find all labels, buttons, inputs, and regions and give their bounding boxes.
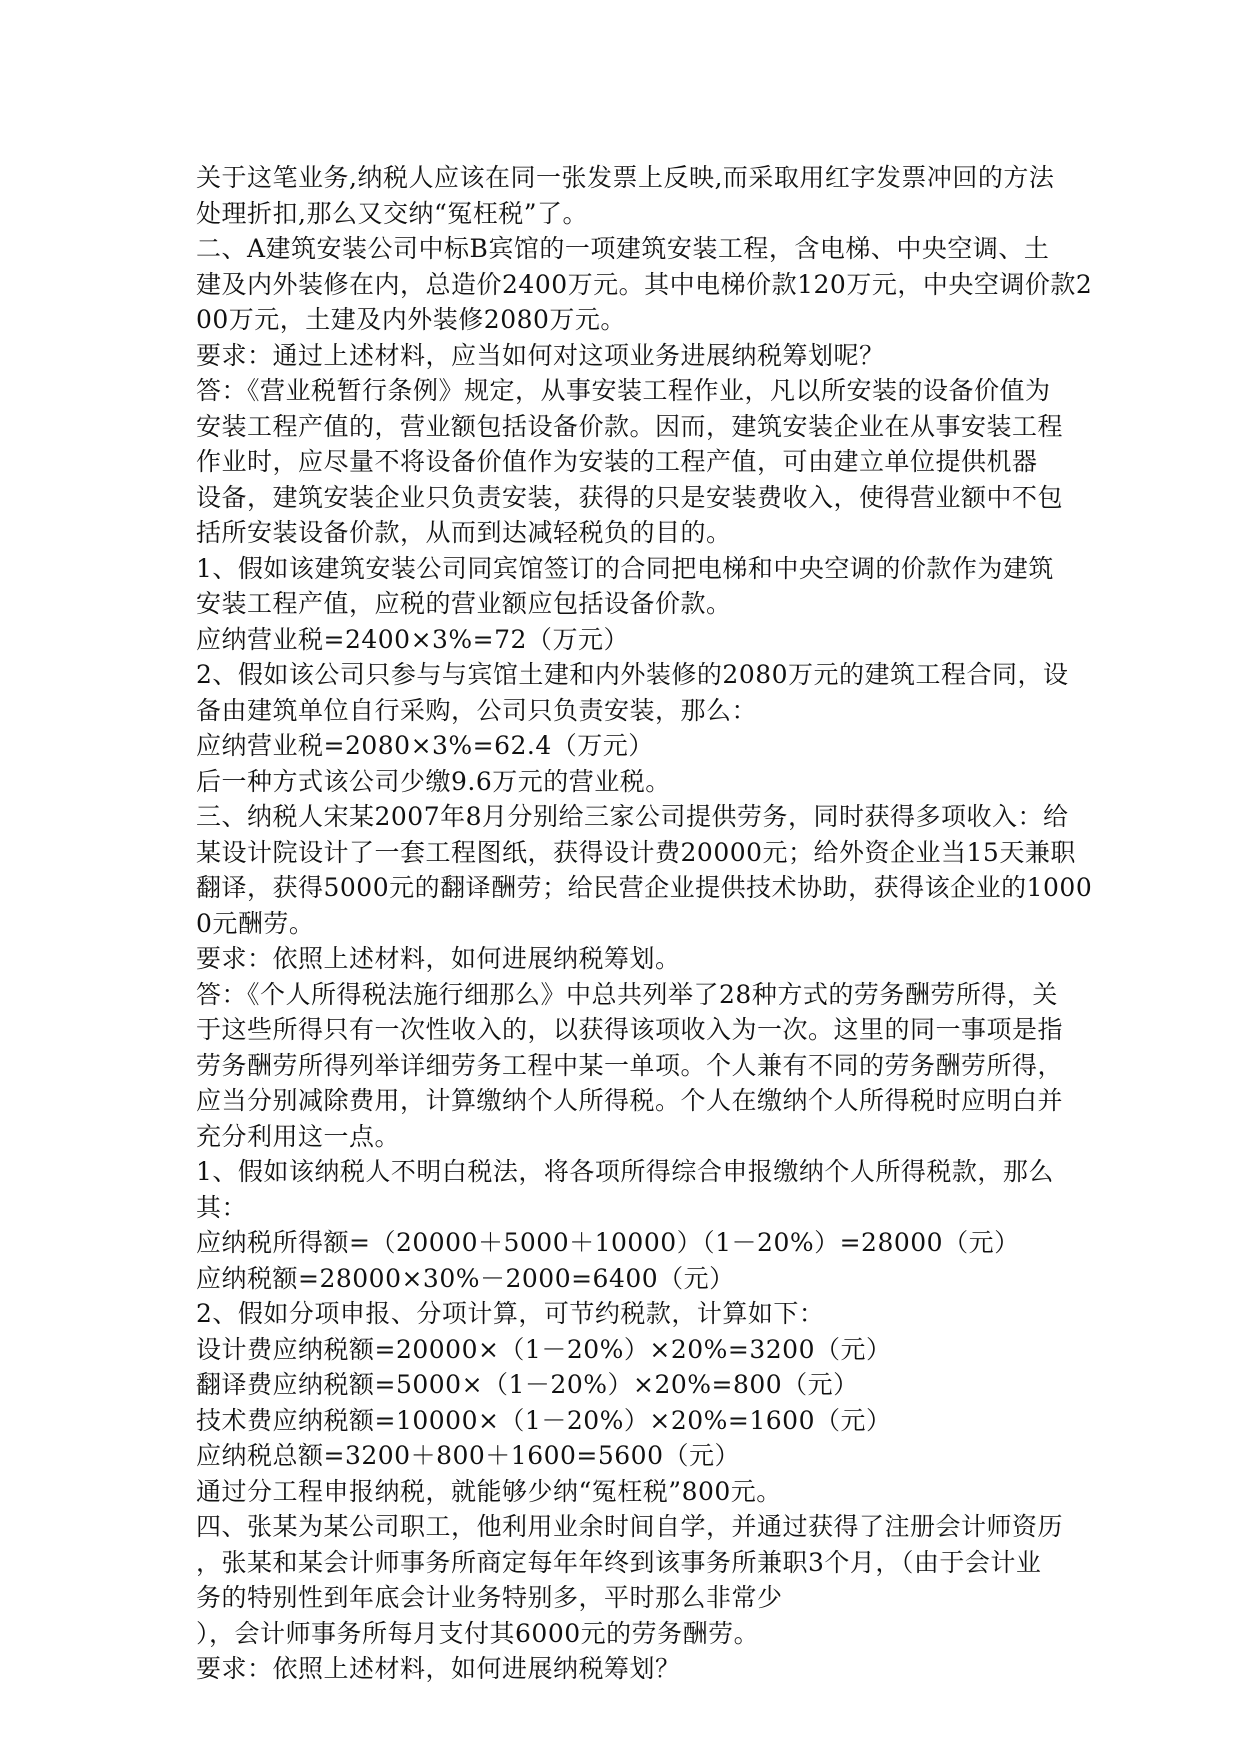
text-line: 后一种方式该公司少缴9.6万元的营业税。	[196, 766, 671, 796]
text-line: 三、纳税人宋某2007年8月分别给三家公司提供劳务，同时获得多项收入：给	[196, 802, 1069, 831]
text-line: 处理折扣,那么又交纳“冤枉税”了。	[196, 198, 589, 228]
text-line: 建及内外装修在内，总造价2400万元。其中电梯价款120万元，中央空调价款2	[196, 269, 1093, 299]
document-body	[196, 160, 1093, 1687]
text-line: 安装工程产值的，营业额包括设备价款。因而，建筑安装企业在从事安装工程	[196, 411, 1064, 441]
text-line: 应当分别减除费用，计算缴纳个人所得税。个人在缴纳个人所得税时应明白并	[196, 1086, 1064, 1115]
text-line: ），会计师事务所每月支付其6000元的劳务酬劳。	[196, 1618, 760, 1648]
text-line: 1、假如该纳税人不明白税法，将各项所得综合申报缴纳个人所得税款，那么	[196, 1157, 1054, 1186]
text-line: 应纳税总额=3200＋800＋1600=5600（元）	[196, 1441, 740, 1470]
text-line: 应纳税额=28000×30%－2000=6400（元）	[196, 1263, 735, 1293]
text-line: 2、假如该公司只参与与宾馆土建和内外装修的2080万元的建筑工程合同，设	[196, 660, 1069, 689]
text-line: 要求：依照上述材料，如何进展纳税筹划。	[196, 944, 681, 973]
text-line: 务的特别性到年底会计业务特别多，平时那么非常少	[196, 1583, 783, 1612]
text-line: 翻译费应纳税额=5000×（1－20%）×20%=800（元）	[196, 1370, 859, 1399]
text-line: 设备，建筑安装企业只负责安装，获得的只是安装费收入，使得营业额中不包	[196, 482, 1064, 512]
text-line: 二、A建筑安装公司中标B宾馆的一项建筑安装工程，含电梯、中央空调、土	[196, 234, 1050, 263]
text-line: 作业时，应尽量不将设备价值作为安装的工程产值，可由建立单位提供机器	[196, 447, 1038, 476]
text-line: 四、张某为某公司职工，他利用业余时间自学，并通过获得了注册会计师资历	[196, 1512, 1064, 1541]
text-line: 1、假如该建筑安装公司同宾馆签订的合同把电梯和中央空调的价款作为建筑	[196, 553, 1054, 583]
text-line: 应纳营业税=2400×3%=72（万元）	[196, 624, 629, 654]
text-line: 其：	[196, 1192, 248, 1222]
text-line: 要求：通过上述材料，应当如何对这项业务进展纳税筹划呢？	[196, 340, 885, 370]
text-line: 00万元，土建及内外装修2080万元。	[196, 305, 626, 334]
text-line: 充分利用这一点。	[196, 1121, 401, 1151]
text-line: 备由建筑单位自行采购，公司只负责安装，那么：	[196, 695, 758, 725]
text-line: 于这些所得只有一次性收入的，以获得该项收入为一次。这里的同一事项是指	[196, 1015, 1064, 1044]
text-line: 要求：依照上述材料，如何进展纳税筹划？	[196, 1654, 681, 1683]
text-line: 某设计院设计了一套工程图纸，获得设计费20000元；给外资企业当15天兼职	[196, 837, 1076, 867]
text-line: 翻译，获得5000元的翻译酬劳；给民营企业提供技术协助，获得该企业的1000	[196, 873, 1093, 902]
text-line: 应纳税所得额=（20000＋5000＋10000）（1－20%）=28000（元）	[196, 1228, 1020, 1257]
text-line: 括所安装设备价款，从而到达减轻税负的目的。	[196, 518, 732, 547]
text-line: ，张某和某会计师事务所商定每年年终到该事务所兼职3个月，（由于会计业	[196, 1547, 1042, 1577]
text-line: 答：《营业税暂行条例》规定，从事安装工程作业，凡以所安装的设备价值为	[196, 376, 1051, 405]
text-line: 技术费应纳税额=10000×（1－20%）×20%=1600（元）	[196, 1405, 892, 1435]
text-line: 设计费应纳税额=20000×（1－20%）×20%=3200（元）	[196, 1334, 892, 1364]
text-line: 答：《个人所得税法施行细那么》中总共列举了28种方式的劳务酬劳所得，关	[196, 979, 1058, 1009]
text-line: 2、假如分项申报、分项计算，可节约税款，计算如下：	[196, 1299, 825, 1328]
text-line: 0元酬劳。	[196, 908, 315, 938]
text-line: 应纳营业税=2080×3%=62.4（万元）	[196, 731, 654, 760]
text-line: 安装工程产值，应税的营业额应包括设备价款。	[196, 589, 732, 618]
text-line: 通过分工程申报纳税，就能够少纳“冤枉税”800元。	[196, 1476, 782, 1506]
text-line: 关于这笔业务,纳税人应该在同一张发票上反映,而采取用红字发票冲回的方法	[196, 163, 1055, 192]
text-line: 劳务酬劳所得列举详细劳务工程中某一单项。个人兼有不同的劳务酬劳所得，	[196, 1050, 1064, 1080]
